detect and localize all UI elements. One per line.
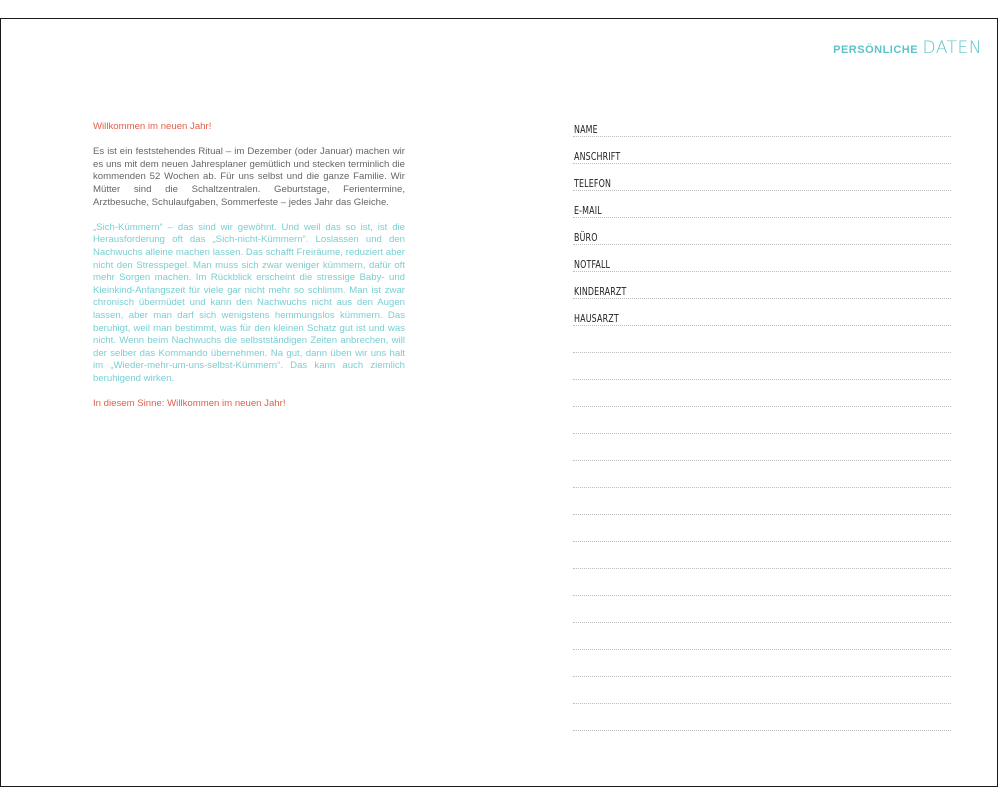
form-field-kinderarzt[interactable] [573, 272, 951, 299]
form-field-e-mail[interactable] [573, 191, 951, 218]
field-label: ANSCHRIFT [574, 150, 621, 163]
title-bold: PERSÖNLICHE [833, 44, 919, 56]
field-label: TELEFON [574, 177, 612, 190]
blank-line[interactable] [573, 704, 951, 731]
blank-line[interactable] [573, 677, 951, 704]
field-label: E-MAIL [574, 204, 602, 217]
blank-line[interactable] [573, 353, 951, 380]
blank-line[interactable] [573, 488, 951, 515]
personal-data-form [573, 110, 951, 731]
field-label: NOTFALL [574, 258, 611, 271]
intro-text [93, 121, 405, 423]
form-field-b-ro[interactable] [573, 218, 951, 245]
closing-line: In diesem Sinne: Willkommen im neuen Jahr! [93, 398, 286, 410]
field-label: NAME [574, 123, 598, 136]
blank-line[interactable] [573, 515, 951, 542]
blank-line[interactable] [573, 569, 951, 596]
blank-line[interactable] [573, 380, 951, 407]
blank-line[interactable] [573, 650, 951, 677]
blank-line[interactable] [573, 461, 951, 488]
field-label: KINDERARZT [574, 285, 627, 298]
blank-line[interactable] [573, 434, 951, 461]
blank-line[interactable] [573, 542, 951, 569]
form-field-anschrift[interactable] [573, 137, 951, 164]
field-label: BÜRO [574, 231, 598, 244]
form-field-telefon[interactable] [573, 164, 951, 191]
blank-line[interactable] [573, 407, 951, 434]
paragraph-kuemmern: „Sich-Kümmern“ – das sind wir gewöhnt. Und weil das so ist, ist die Herausforderung oft das „Sich-nicht-Kümmern“. Loslassen und den Nachwuchs alleine machen lassen. Das schafft Freiräume, reduziert aber nicht den Stresspegel. Man muss sich zwar weniger kümmern, dafür oft mehr Sorgen machen. Im Rückblick erscheint die stressige Baby- und Kleinkind-Anfangszeit für viele gar nicht mehr so schlimm. Man ist zwar chronisch übermüdet und kann den Nachwuchs nicht aus den Augen lassen, aber man darf sich wenigstens hemmungslos kümmern. Das beruhigt, weil man bestimmt, was für den kleinen Schatz gut ist und was nicht. Wenn beim Nachwuchs die selbstständigen Zeiten anbrechen, will der selber das Kommando übernehmen. Na gut, dann üben wir uns halt im „Wieder-mehr-um-uns-selbst-Kümmern“. Das kann auch ziemlich beruhigend wirken. [93, 221, 405, 384]
form-field-name[interactable] [573, 110, 951, 137]
blank-line[interactable] [573, 326, 951, 353]
form-field-hausarzt[interactable] [573, 299, 951, 326]
title-thin: DATEN [922, 38, 982, 58]
field-label: HAUSARZT [574, 312, 619, 325]
blank-line[interactable] [573, 623, 951, 650]
greeting: Willkommen im neuen Jahr! [93, 121, 212, 132]
paragraph-ritual: Es ist ein feststehendes Ritual – im Dezember (oder Januar) machen wir es uns mit dem neuen Jahresplaner gemütlich und stecken terminlich die kommenden 52 Wochen ab. Für uns selbst und die ganze Familie. Wir Mütter sind die Schaltzentralen. Geburtstage, Ferientermine, Arztbesuche, Schulaufgaben, Sommerfeste – jedes Jahr das Gleiche. [93, 146, 405, 208]
blank-line[interactable] [573, 596, 951, 623]
page-title [833, 38, 982, 58]
form-field-notfall[interactable] [573, 245, 951, 272]
